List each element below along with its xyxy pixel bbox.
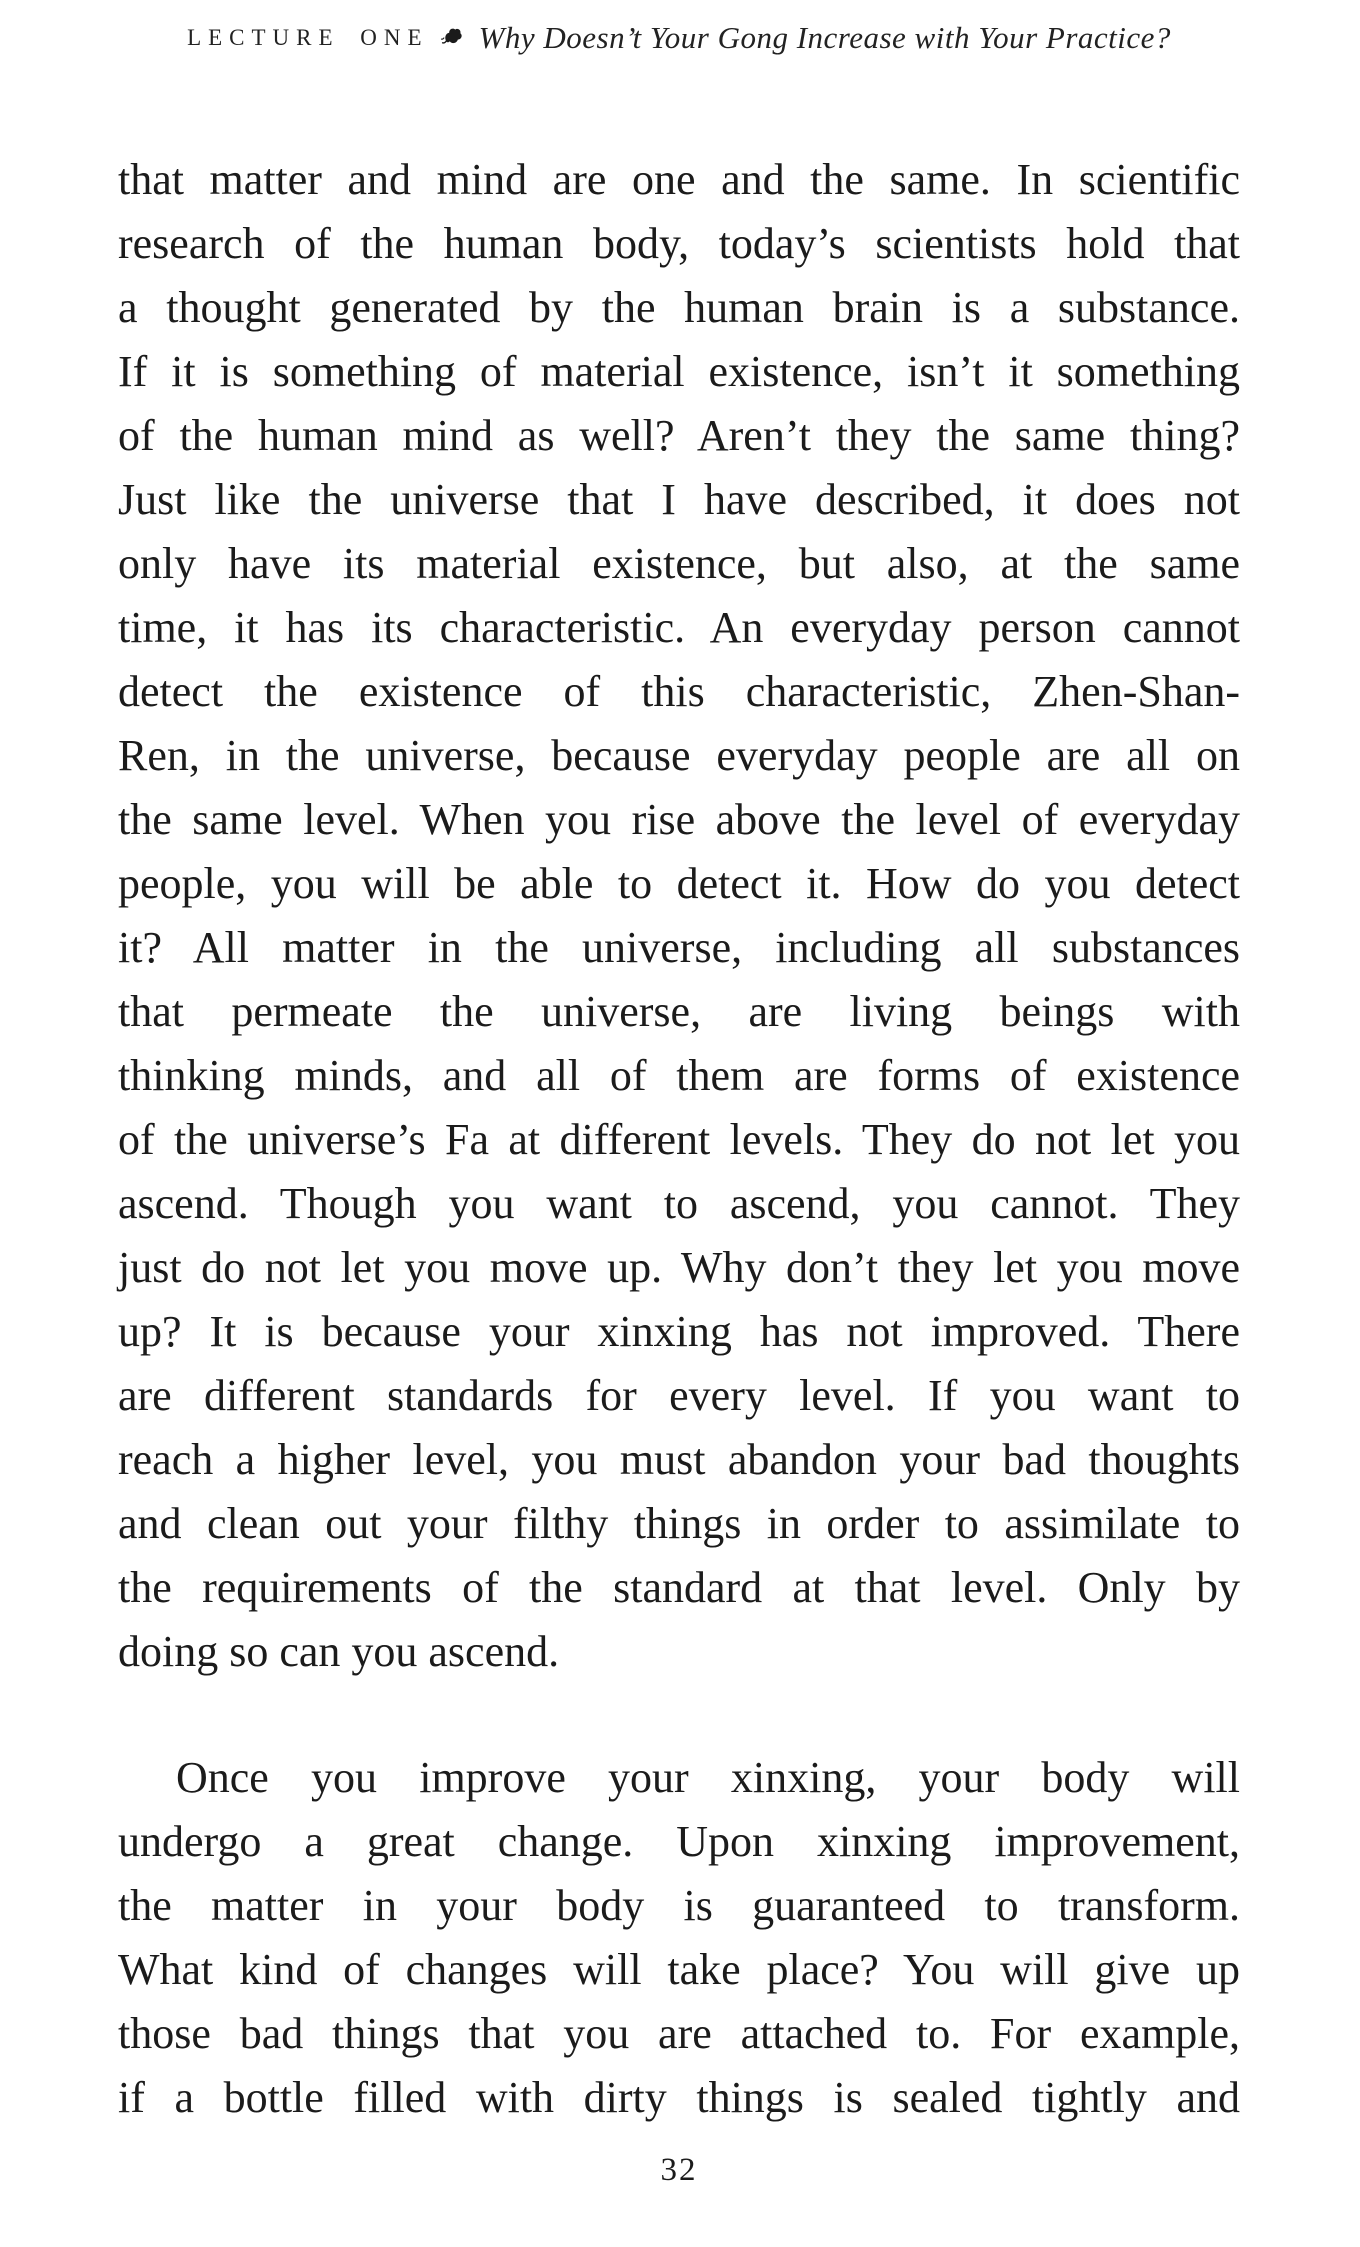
text-line: only have its material existence, but also, at the same xyxy=(118,539,1240,588)
text-line: the same level. When you rise above the level of everyday xyxy=(118,795,1240,844)
text-line: ascend. Though you want to ascend, you cannot. They xyxy=(118,1179,1240,1228)
text-line: Once you improve your xinxing, your body will xyxy=(176,1753,1240,1802)
text-line: up? It is because your xinxing has not improved. There xyxy=(118,1307,1240,1356)
text-line: doing so can you ascend. xyxy=(118,1627,560,1676)
page-number: 32 xyxy=(660,2152,698,2188)
text-line: research of the human body, today’s scientists hold that xyxy=(118,219,1240,268)
text-line: undergo a great change. Upon xinxing improvement, xyxy=(118,1817,1240,1866)
text-line: Just like the universe that I have described, it does not xyxy=(118,475,1240,524)
text-line: and clean out your filthy things in order to assimilate to xyxy=(118,1499,1240,1548)
text-line: those bad things that you are attached to. For example, xyxy=(118,2009,1240,2058)
text-line: the requirements of the standard at that level. Only by xyxy=(118,1563,1240,1612)
paragraph xyxy=(118,1746,1240,2130)
text-line: Ren, in the universe, because everyday people are all on xyxy=(118,731,1240,780)
text-line: that matter and mind are one and the same. In scientific xyxy=(118,155,1240,204)
hedera-ornament-icon xyxy=(439,23,465,54)
text-line: thinking minds, and all of them are forms of existence xyxy=(118,1051,1240,1100)
text-line: the matter in your body is guaranteed to transform. xyxy=(118,1881,1240,1930)
text-line: a thought generated by the human brain is a substance. xyxy=(118,283,1240,332)
text-line: it? All matter in the universe, including all substances xyxy=(118,923,1240,972)
text-line: if a bottle filled with dirty things is sealed tightly and xyxy=(118,2073,1240,2122)
text-line: just do not let you move up. Why don’t they let you move xyxy=(118,1243,1240,1292)
chapter-title: Why Doesn’t Your Gong Increase with Your Practice? xyxy=(478,20,1171,55)
text-line: of the universe’s Fa at different levels. They do not let you xyxy=(118,1115,1240,1164)
running-header xyxy=(118,20,1240,56)
text-line: are different standards for every level. If you want to xyxy=(118,1371,1240,1420)
text-line: of the human mind as well? Aren’t they the same thing? xyxy=(118,411,1240,460)
text-line: reach a higher level, you must abandon your bad thoughts xyxy=(118,1435,1240,1484)
lecture-label: LECTURE ONE xyxy=(187,25,429,50)
body-text xyxy=(118,148,1240,2130)
text-line: time, it has its characteristic. An everyday person cannot xyxy=(118,603,1240,652)
text-line: people, you will be able to detect it. How do you detect xyxy=(118,859,1240,908)
paragraph xyxy=(118,148,1240,1684)
text-line: detect the existence of this characteristic, Zhen-Shan- xyxy=(118,667,1240,716)
text-line: If it is something of material existence, isn’t it something xyxy=(118,347,1240,396)
text-line: What kind of changes will take place? You will give up xyxy=(118,1945,1240,1994)
text-line: that permeate the universe, are living beings with xyxy=(118,987,1240,1036)
